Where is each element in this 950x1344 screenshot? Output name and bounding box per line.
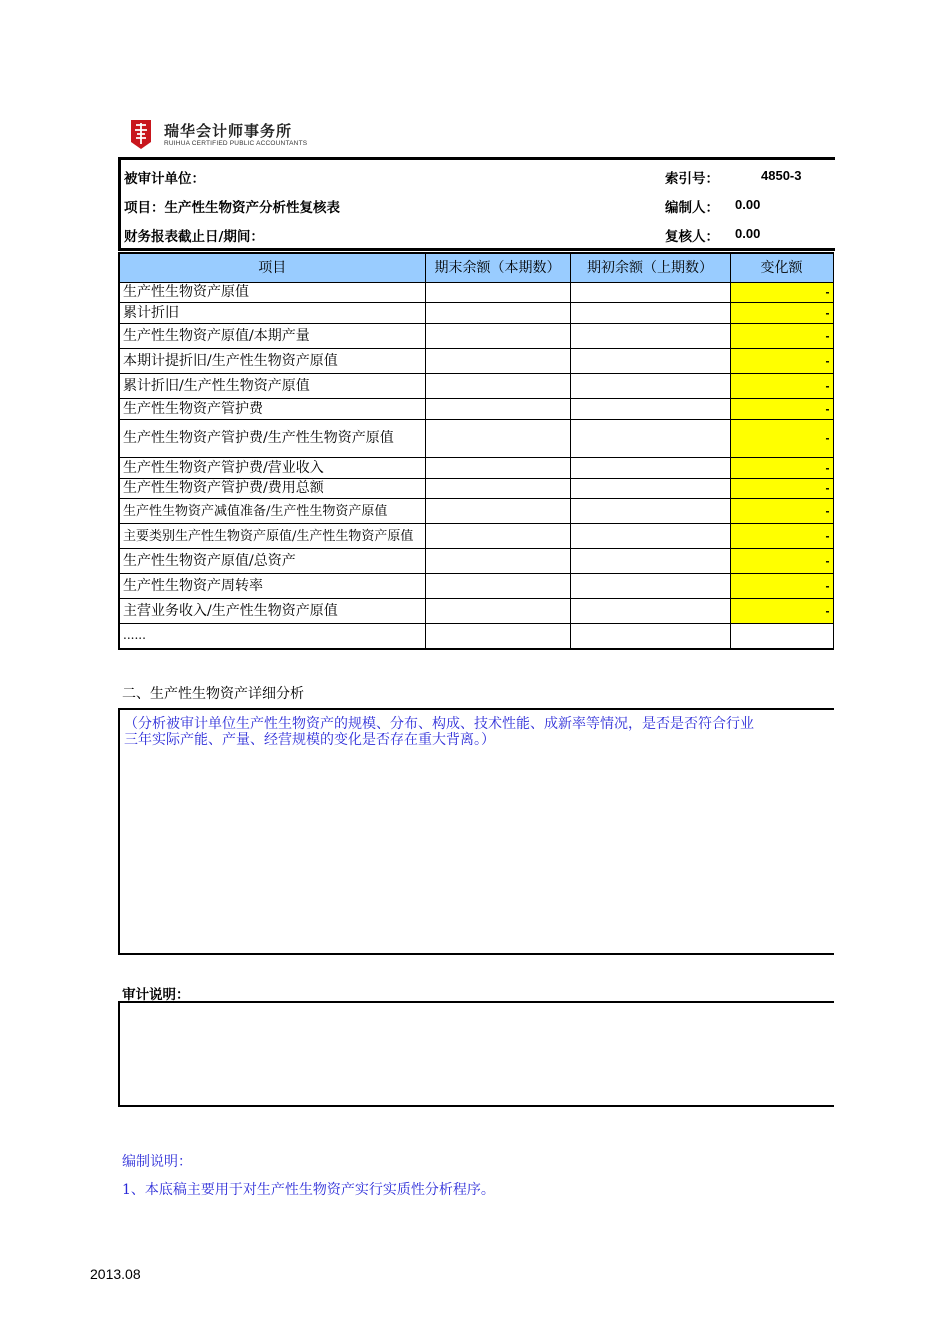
row-change-value: - bbox=[730, 374, 833, 399]
row-item: 生产性生物资产管护费 bbox=[119, 399, 425, 420]
preparer-label: 编制人： bbox=[665, 200, 719, 216]
analysis-guidance-line-1: （分析被审计单位生产性生物资产的规模、分布、构成、技术性能、成新率等情况，是否是否符合行业 bbox=[124, 716, 754, 732]
preparation-notes-title: 编制说明： bbox=[122, 1154, 192, 1170]
row-begin-value[interactable] bbox=[570, 499, 730, 524]
row-end-value[interactable] bbox=[425, 479, 570, 499]
row-change-value: - bbox=[730, 458, 833, 479]
row-begin-value[interactable] bbox=[570, 374, 730, 399]
table-row bbox=[119, 303, 833, 324]
analysis-guidance-line-2: 三年实际产能、产量、经营规模的变化是否存在重大背离。） bbox=[124, 732, 495, 748]
row-end-value[interactable] bbox=[425, 324, 570, 349]
row-item: 生产性生物资产管护费/营业收入 bbox=[119, 458, 425, 479]
detail-analysis-box[interactable] bbox=[118, 708, 834, 955]
row-end-value[interactable] bbox=[425, 399, 570, 420]
col-header-change: 变化额 bbox=[730, 253, 833, 283]
row-change-value: - bbox=[730, 549, 833, 574]
firm-seal-icon bbox=[128, 118, 154, 150]
table-row bbox=[119, 479, 833, 499]
index-label: 索引号： bbox=[665, 171, 719, 187]
row-item: 累计折旧 bbox=[119, 303, 425, 324]
row-change-value: - bbox=[730, 349, 833, 374]
table-row bbox=[119, 324, 833, 349]
table-row bbox=[119, 574, 833, 599]
table-row bbox=[119, 399, 833, 420]
row-begin-value[interactable] bbox=[570, 283, 730, 303]
firm-name-en: RUIHUA CERTIFIED PUBLIC ACCOUNTANTS bbox=[164, 140, 308, 147]
analysis-table bbox=[118, 252, 834, 650]
row-item: 生产性生物资产原值/本期产量 bbox=[119, 324, 425, 349]
row-item: 生产性生物资产减值准备/生产性生物资产原值 bbox=[119, 499, 425, 524]
row-end-value[interactable] bbox=[425, 599, 570, 624]
row-item: 生产性生物资产原值/总资产 bbox=[119, 549, 425, 574]
firm-logo bbox=[128, 118, 328, 152]
row-change-value: - bbox=[730, 283, 833, 303]
table-row bbox=[119, 524, 833, 549]
col-header-end-balance: 期末余额（本期数） bbox=[425, 253, 570, 283]
row-item: ...... bbox=[119, 624, 425, 649]
worksheet-header bbox=[118, 157, 835, 251]
row-begin-value[interactable] bbox=[570, 458, 730, 479]
table-row bbox=[119, 420, 833, 458]
row-end-value[interactable] bbox=[425, 524, 570, 549]
row-change-value: - bbox=[730, 524, 833, 549]
preparation-note-1: 1、本底稿主要用于对生产性生物资产实行实质性分析程序。 bbox=[122, 1182, 495, 1198]
row-end-value[interactable] bbox=[425, 499, 570, 524]
row-begin-value[interactable] bbox=[570, 399, 730, 420]
row-change-value bbox=[730, 624, 833, 649]
col-header-item: 项目 bbox=[119, 253, 425, 283]
section-title-detail-analysis: 二、生产性生物资产详细分析 bbox=[122, 686, 304, 702]
col-header-begin-balance: 期初余额（上期数） bbox=[570, 253, 730, 283]
row-item: 生产性生物资产管护费/费用总额 bbox=[119, 479, 425, 499]
table-row bbox=[119, 374, 833, 399]
row-item: 生产性生物资产管护费/生产性生物资产原值 bbox=[119, 420, 425, 458]
row-begin-value[interactable] bbox=[570, 420, 730, 458]
row-end-value[interactable] bbox=[425, 624, 570, 649]
table-row bbox=[119, 624, 833, 649]
table-row bbox=[119, 283, 833, 303]
project-title: 项目：生产性生物资产分析性复核表 bbox=[124, 200, 340, 216]
preparer-value: 0.00 bbox=[735, 197, 761, 212]
audit-notes-label: 审计说明： bbox=[122, 987, 190, 1003]
row-begin-value[interactable] bbox=[570, 303, 730, 324]
row-begin-value[interactable] bbox=[570, 574, 730, 599]
row-begin-value[interactable] bbox=[570, 324, 730, 349]
row-begin-value[interactable] bbox=[570, 349, 730, 374]
row-change-value: - bbox=[730, 574, 833, 599]
row-change-value: - bbox=[730, 303, 833, 324]
audit-notes-box[interactable] bbox=[118, 1001, 834, 1107]
table-row bbox=[119, 458, 833, 479]
row-begin-value[interactable] bbox=[570, 549, 730, 574]
reviewer-value: 0.00 bbox=[735, 226, 761, 241]
row-change-value: - bbox=[730, 479, 833, 499]
row-end-value[interactable] bbox=[425, 458, 570, 479]
table-header-row bbox=[119, 253, 833, 283]
row-end-value[interactable] bbox=[425, 303, 570, 324]
row-begin-value[interactable] bbox=[570, 479, 730, 499]
row-end-value[interactable] bbox=[425, 349, 570, 374]
row-item: 累计折旧/生产性生物资产原值 bbox=[119, 374, 425, 399]
row-item: 生产性生物资产周转率 bbox=[119, 574, 425, 599]
row-begin-value[interactable] bbox=[570, 599, 730, 624]
row-end-value[interactable] bbox=[425, 283, 570, 303]
entity-label: 被审计单位： bbox=[124, 171, 205, 187]
table-row bbox=[119, 499, 833, 524]
table-row bbox=[119, 349, 833, 374]
row-end-value[interactable] bbox=[425, 374, 570, 399]
row-item: 本期计提折旧/生产性生物资产原值 bbox=[119, 349, 425, 374]
row-change-value: - bbox=[730, 399, 833, 420]
row-change-value: - bbox=[730, 324, 833, 349]
row-item: 生产性生物资产原值 bbox=[119, 283, 425, 303]
version-date: 2013.08 bbox=[90, 1266, 141, 1282]
row-end-value[interactable] bbox=[425, 574, 570, 599]
row-change-value: - bbox=[730, 599, 833, 624]
firm-name-cn: 瑞华会计师事务所 bbox=[164, 122, 293, 140]
reviewer-label: 复核人： bbox=[665, 229, 719, 245]
period-label: 财务报表截止日/期间： bbox=[124, 229, 264, 245]
row-item: 主要类别生产性生物资产原值/生产性生物资产原值 bbox=[119, 524, 425, 549]
row-item: 主营业务收入/生产性生物资产原值 bbox=[119, 599, 425, 624]
row-end-value[interactable] bbox=[425, 549, 570, 574]
row-change-value: - bbox=[730, 499, 833, 524]
row-change-value: - bbox=[730, 420, 833, 458]
table-row bbox=[119, 599, 833, 624]
row-begin-value[interactable] bbox=[570, 624, 730, 649]
row-begin-value[interactable] bbox=[570, 524, 730, 549]
table-row bbox=[119, 549, 833, 574]
row-end-value[interactable] bbox=[425, 420, 570, 458]
index-value: 4850-3 bbox=[761, 168, 802, 183]
